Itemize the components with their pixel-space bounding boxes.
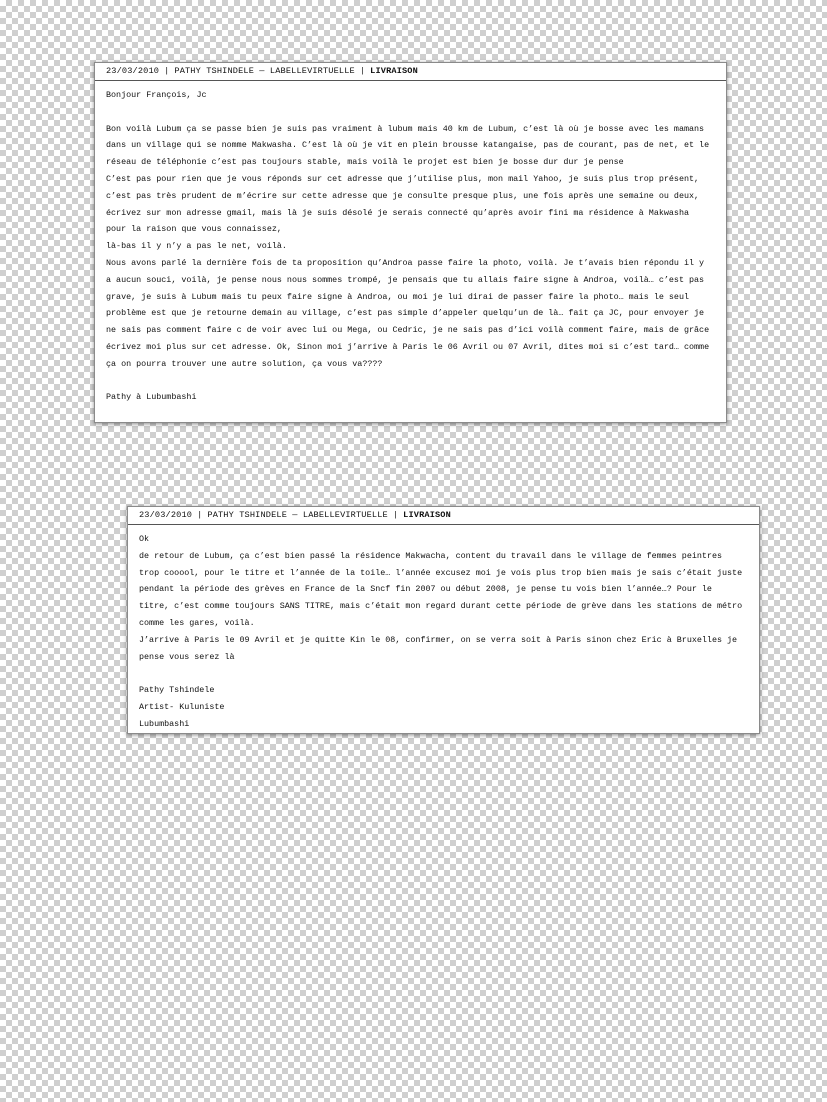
email-signature-line: Pathy Tshindele xyxy=(139,685,215,696)
email-paragraph: Nous avons parlé la dernière fois de ta proposition qu’Androa passe faire la photo, voilà. Je t’avais bien répondu il y a aucun souci, voilà, je pense nous nous sommes trompé, je pensais que tu allais faire signe à Androa, voilà… c’est pas grave, je suis à Lubum mais tu peux faire signe à Androa, ou moi je lui dirai de passer faire la photo… mais le seul problème est que je retourne demain au village, c’est pas simple d’appeler quelqu’un de là… fait ça JC, pour envoyer je ne sais pas comment faire c de voir avec lui ou Mega, ou Cedric, je ne sais pas d’ici voilà comment faire, mais de grâce écrivez moi plus sur cet adresse. Ok, Sinon moi j’arrive à Paris le 06 Avril ou 07 Avril, dites moi si c’est tard… comme ça on pourra trouver une autre solution, ça vous va???? xyxy=(106,257,710,369)
email-paragraph: C’est pas pour rien que je vous réponds sur cet adresse que j’utilise plus, mon mail Yahoo, je suis plus trop présent, c’est pas très prudent de m’écrire sur cette adresse que je consulte presque plus, une fois après une semaine ou deux, écrivez sur mon adresse gmail, mais là je suis désolé je serais connecté qu’après avoir fini ma résidence à Makwasha pour la raison que vous connaissez, xyxy=(106,173,700,235)
email-greeting: Ok xyxy=(139,534,150,544)
email-body xyxy=(95,81,726,406)
email-sender: PATHY TSHINDELE — LABELLEVIRTUELLE xyxy=(174,66,355,76)
header-separator: | xyxy=(197,510,203,520)
email-paragraph: J’arrive à Paris le 09 Avril et je quitte Kin le 08, confirmer, on se verra soit à Paris sinon chez Eric à Bruxelles je pense vous serez là xyxy=(139,634,738,662)
spacer xyxy=(106,104,714,121)
spacer xyxy=(106,373,714,390)
email-greeting: Bonjour François, Jc xyxy=(106,90,207,100)
email-signature-line: Lubumbashi xyxy=(139,718,190,729)
email-date: 23/03/2010 xyxy=(139,510,193,520)
email-card-2 xyxy=(127,506,760,734)
email-body xyxy=(128,525,759,733)
header-separator: | xyxy=(164,66,170,76)
email-subject: LIVRAISON xyxy=(403,510,451,520)
spacer xyxy=(139,665,747,682)
email-header xyxy=(95,63,726,81)
header-separator: | xyxy=(359,66,366,76)
email-paragraph: là-bas il y n’y a pas le net, voilà. xyxy=(106,241,287,252)
email-paragraph: Bon voilà Lubum ça se passe bien je suis pas vraiment à lubum mais 40 km de Lubum, c’est là où je bosse avec les mamans dans un village qui se nomme Makwasha. C’est là où je vit en plein brousse katangaise, pas de courant, pas de net, et le réseau de téléphonie c’est pas toujours stable, mais voilà le projet est bien je bosse dur dur je pense xyxy=(106,123,710,168)
email-subject: LIVRAISON xyxy=(370,66,418,76)
email-signature-line: Pathy à Lubumbashi xyxy=(106,392,197,403)
email-header xyxy=(128,507,759,525)
email-card-1 xyxy=(94,62,727,423)
email-paragraph: de retour de Lubum, ça c’est bien passé la résidence Makwacha, content du travail dans le village de femmes peintres trop cooool, pour le titre et l’année de la toile… l’année excusez moi je vois plus trop bien mais je sais c’était juste pendant la période des grèves en France de la Sncf fin 2007 ou début 2008, je pense tu vois bien l’année…? Pour le titre, c’est comme toujours SANS TITRE, mais c’était mon regard durant cette période de grève dans les stations de métro comme les gares, voilà. xyxy=(139,550,743,628)
email-sender: PATHY TSHINDELE — LABELLEVIRTUELLE xyxy=(207,510,388,520)
email-signature-line: Artist- Kuluniste xyxy=(139,701,225,712)
header-separator: | xyxy=(392,510,399,520)
email-date: 23/03/2010 xyxy=(106,66,160,76)
